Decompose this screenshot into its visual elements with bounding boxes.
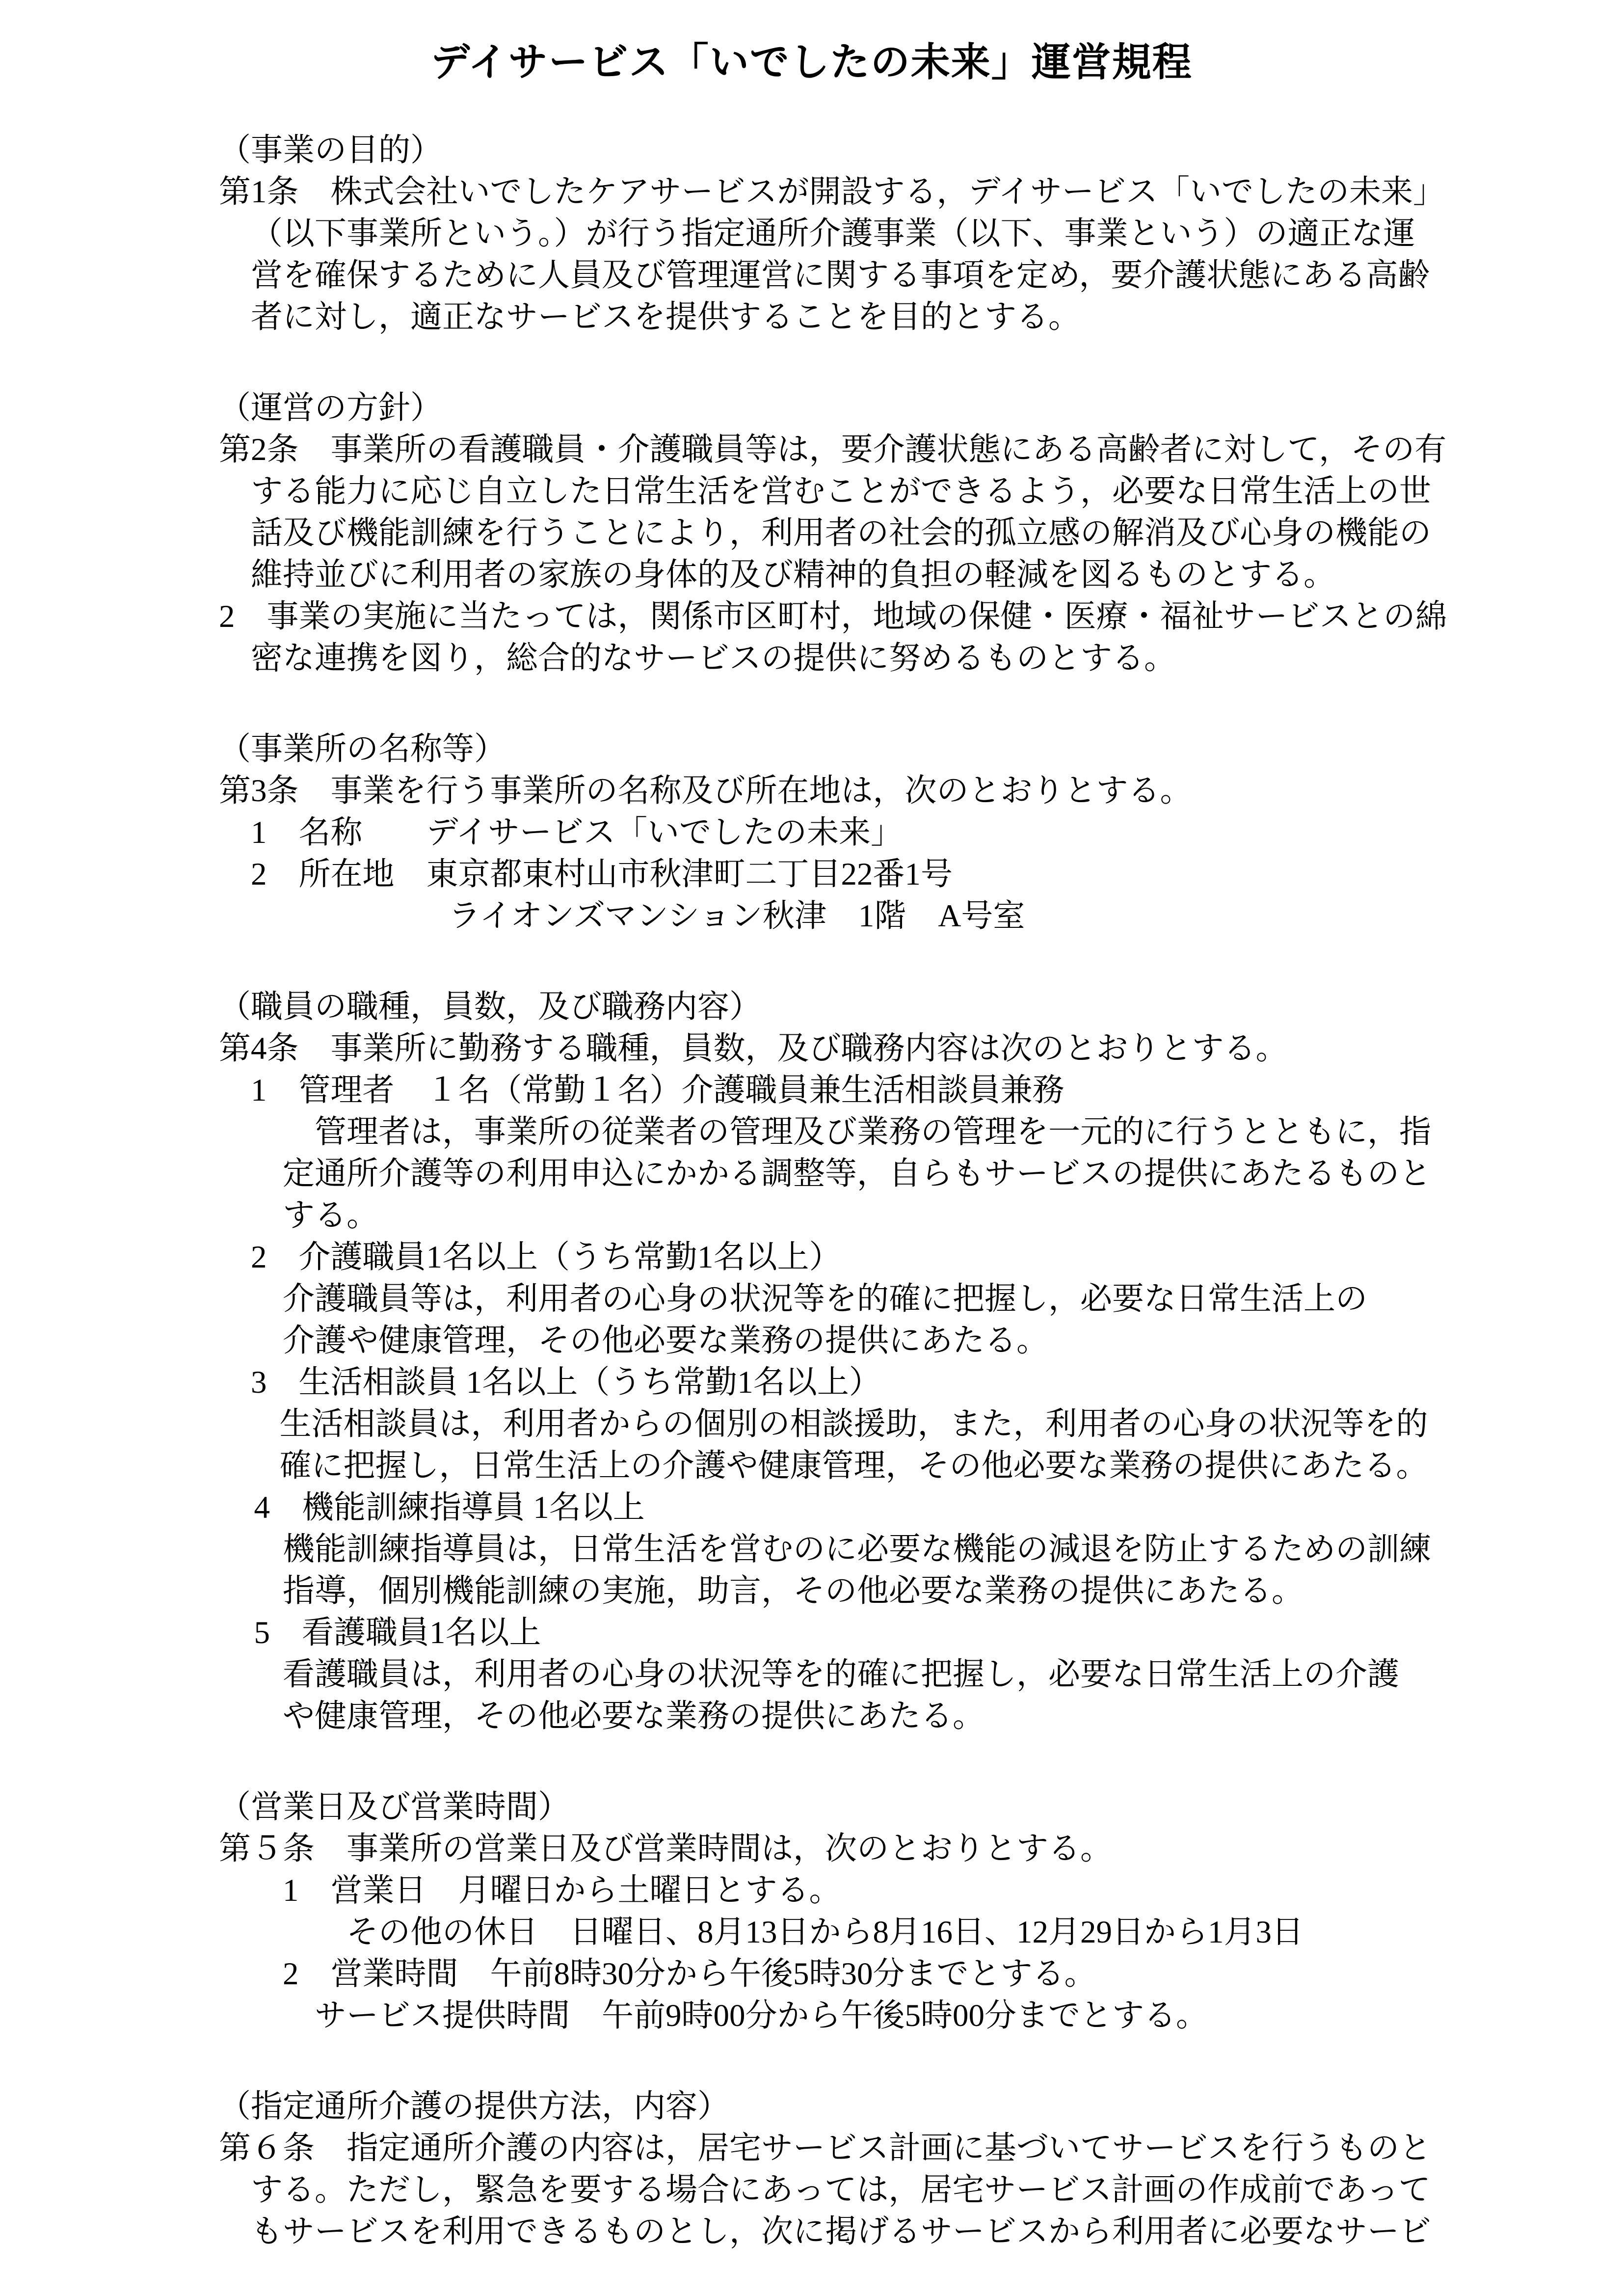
- document-line: 3 生活相談員 1名以上（うち常勤1名以上）: [251, 1365, 881, 1400]
- document-line: 第3条 事業を行う事業所の名称及び所在地は，次のとおりとする。: [219, 773, 1192, 809]
- document-line: （運営の方針）: [219, 390, 443, 426]
- document-line: 定通所介護等の利用申込にかかる調整等，自らもサービスの提供にあたるものと: [283, 1156, 1432, 1191]
- document-line: 第５条 事業所の営業日及び営業時間は，次のとおりとする。: [219, 1831, 1113, 1866]
- document-title: デイサービス「いでしたの未来」運営規程: [430, 40, 1193, 84]
- document-line: （事業所の名称等）: [219, 731, 506, 767]
- document-line: 1 営業日 月曜日から土曜日とする。: [283, 1873, 841, 1908]
- document-line: する能力に応じ自立した日常生活を営むことができるよう，必要な日常生活上の世: [251, 474, 1432, 509]
- blank-line: [219, 338, 1476, 387]
- document-line: 指導，個別機能訓練の実施，助言，その他必要な業務の提供にあたる。: [283, 1573, 1304, 1609]
- document-line: 者に対し，適正なサービスを提供することを目的とする。: [251, 299, 1081, 335]
- document-line: 2 営業時間 午前8時30分から午後5時30分までとする。: [283, 1956, 1096, 1992]
- document-line: 話及び機能訓練を行うことにより，利用者の社会的孤立感の解消及び心身の機能の: [251, 515, 1432, 551]
- document-body: [0, 89, 1623, 2253]
- document-line: 1 名称 デイサービス「いでしたの未来」: [251, 815, 903, 850]
- document-line: 生活相談員は，利用者からの個別の相談援助，また，利用者の心身の状況等を的: [279, 1406, 1428, 1442]
- document-line: 密な連携を図り，総合的なサービスの提供に努めるものとする。: [251, 641, 1176, 676]
- document-line: 4 機能訓練指導員 1名以上: [254, 1490, 645, 1525]
- document-line: （営業日及び営業時間）: [219, 1789, 570, 1825]
- document-line: 看護職員は，利用者の心身の状況等を的確に把握し，必要な日常生活上の介護: [283, 1657, 1400, 1692]
- document-line: ライオンズマンション秋津 1階 A号室: [449, 898, 1025, 934]
- document-line: 確に把握し，日常生活上の介護や健康管理，その他必要な業務の提供にあたる。: [279, 1448, 1428, 1484]
- document-line: 2 所在地 東京都東村山市秋津町二丁目22番1号: [251, 857, 953, 892]
- document-line: 第６条 指定通所介護の内容は，居宅サービス計画に基づいてサービスを行うものと: [219, 2131, 1432, 2166]
- document-line: する。: [283, 1198, 379, 1233]
- document-line: 5 看護職員1名以上: [254, 1615, 541, 1650]
- document-line: 維持並びに利用者の家族の身体的及び精神的負担の軽減を図るものとする。: [251, 557, 1336, 593]
- document-line: 第2条 事業所の看護職員・介護職員等は，要介護状態にある高齢者に対して，その有: [219, 432, 1447, 467]
- document-line: （職員の職種，員数，及び職務内容）: [219, 989, 762, 1025]
- blank-line: [219, 679, 1476, 729]
- document-line: 営を確保するために人員及び管理運営に関する事項を定め，要介護状態にある高齢: [251, 258, 1430, 293]
- document-line: 第4条 事業所に勤務する職種，員数，及び職務内容は次のとおりとする。: [219, 1031, 1288, 1066]
- blank-line: [219, 1737, 1476, 1786]
- document-line: 介護や健康管理，その他必要な業務の提供にあたる。: [283, 1323, 1049, 1358]
- document-line: 1 管理者 １名（常勤１名）介護職員兼生活相談員兼務: [251, 1073, 1064, 1108]
- document-line: 2 介護職員1名以上（うち常勤1名以上）: [251, 1240, 841, 1275]
- document-line: サービス提供時間 午前9時00分から午後5時00分までとする。: [315, 1998, 1208, 2033]
- document-line: （事業の目的）: [219, 133, 443, 168]
- document-line: する。ただし，緊急を要する場合にあっては，居宅サービス計画の作成前であって: [251, 2172, 1431, 2208]
- blank-line: [219, 2037, 1476, 2086]
- document-line: 機能訓練指導員は，日常生活を営むのに必要な機能の減退を防止するための訓練: [283, 1532, 1432, 1567]
- document-line: （指定通所介護の提供方法，内容）: [219, 2089, 730, 2124]
- document-line: 2 事業の実施に当たっては，関係市区町村，地域の保健・医療・福祉サービスとの綿: [219, 599, 1447, 634]
- document-line: 介護職員等は，利用者の心身の状況等を的確に把握し，必要な日常生活上の: [283, 1281, 1368, 1317]
- blank-line: [219, 937, 1476, 986]
- document-line: もサービスを利用できるものとし，次に掲げるサービスから利用者に必要なサービ: [251, 2214, 1432, 2249]
- document-line: 第1条 株式会社いでしたケアサービスが開設する，デイサービス「いでしたの未来」: [219, 174, 1445, 210]
- document-line: （以下事業所という。）が行う指定通所介護事業（以下、事業という）の適正な運: [251, 216, 1415, 251]
- document-line: その他の休日 日曜日、8月13日から8月16日、12月29日から1月3日: [346, 1915, 1304, 1950]
- document-line: や健康管理，その他必要な業務の提供にあたる。: [283, 1699, 985, 1734]
- document-line: 管理者は，事業所の従業者の管理及び業務の管理を一元的に行うとともに，指: [315, 1114, 1432, 1150]
